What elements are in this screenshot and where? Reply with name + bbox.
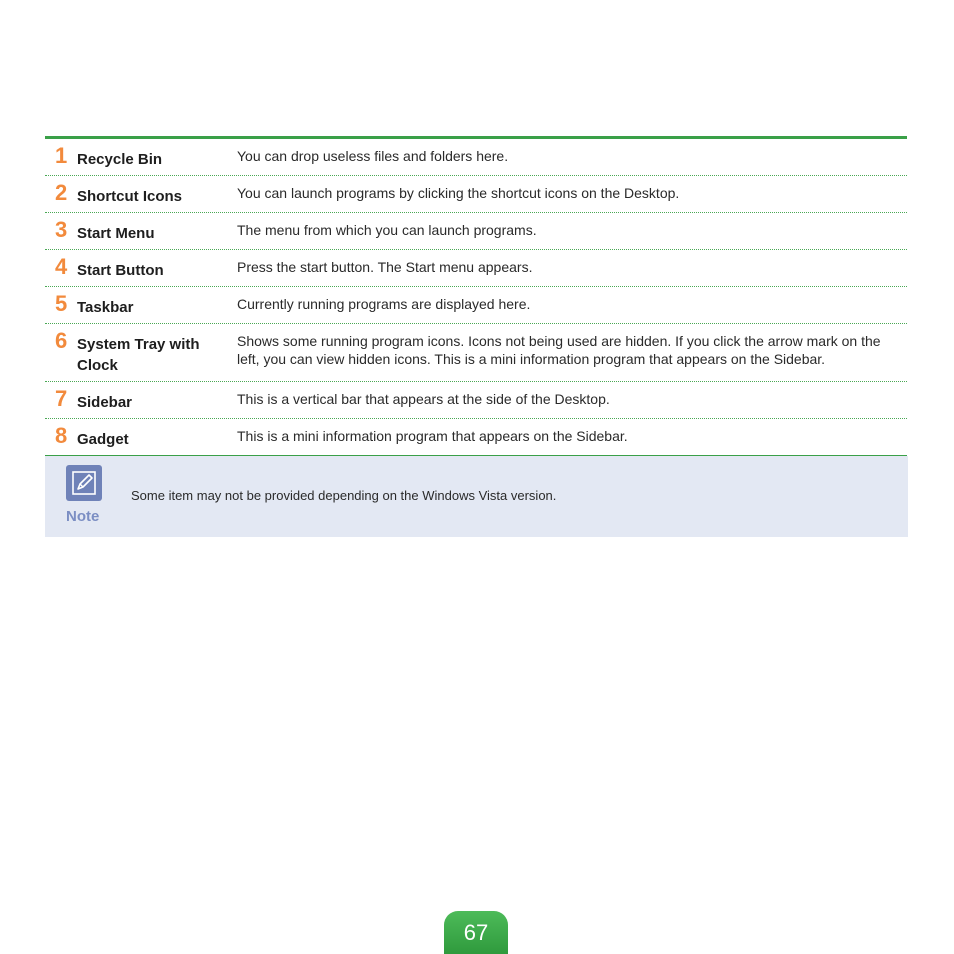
item-label: Taskbar	[77, 299, 134, 316]
note-label: Note	[66, 508, 100, 525]
item-label: Sidebar	[77, 394, 133, 411]
item-description: Shows some running program icons. Icons not being used are hidden. If you click the arrow mark on the left, you can view hidden icons. This is a mini information program that appears on the Sidebar.	[237, 333, 881, 367]
note-box	[45, 456, 908, 537]
note-pencil-icon	[66, 465, 102, 501]
item-number: 5	[55, 291, 68, 316]
item-label: Start Button	[77, 262, 164, 279]
term-cell	[45, 213, 237, 249]
table-row	[45, 419, 907, 455]
item-label: Shortcut Icons	[77, 188, 183, 205]
item-description: The menu from which you can launch programs.	[237, 222, 537, 238]
term-cell	[45, 382, 237, 418]
table-row	[45, 176, 907, 213]
item-description: Currently running programs are displayed here.	[237, 296, 531, 312]
item-description: This is a mini information program that appears on the Sidebar.	[237, 428, 628, 444]
item-label: Gadget	[77, 431, 129, 448]
item-number: 3	[55, 217, 68, 242]
item-label: Recycle Bin	[77, 151, 163, 168]
table-row	[45, 382, 907, 419]
table-row	[45, 250, 907, 287]
table-row	[45, 139, 907, 176]
page-number: 67	[444, 911, 508, 954]
term-cell	[45, 176, 237, 212]
legend-table	[45, 136, 907, 458]
item-number: 2	[55, 180, 68, 205]
item-description: You can drop useless files and folders here.	[237, 148, 509, 164]
note-text: Some item may not be provided depending on the Windows Vista version.	[131, 488, 557, 503]
item-label: System Tray with Clock	[77, 336, 200, 374]
item-number: 6	[55, 328, 68, 353]
term-cell	[45, 324, 237, 381]
term-cell	[45, 250, 237, 286]
item-number: 4	[55, 254, 68, 279]
term-cell	[45, 287, 237, 323]
table-row	[45, 324, 907, 382]
term-cell	[45, 139, 237, 175]
table-row	[45, 213, 907, 250]
item-description: This is a vertical bar that appears at the side of the Desktop.	[237, 391, 610, 407]
item-description: Press the start button. The Start menu appears.	[237, 259, 533, 275]
item-description: You can launch programs by clicking the shortcut icons on the Desktop.	[237, 185, 680, 201]
item-label: Start Menu	[77, 225, 155, 242]
table-row	[45, 287, 907, 324]
item-number: 1	[55, 143, 68, 168]
item-number: 7	[55, 386, 68, 411]
item-number: 8	[55, 423, 68, 448]
term-cell	[45, 419, 237, 455]
